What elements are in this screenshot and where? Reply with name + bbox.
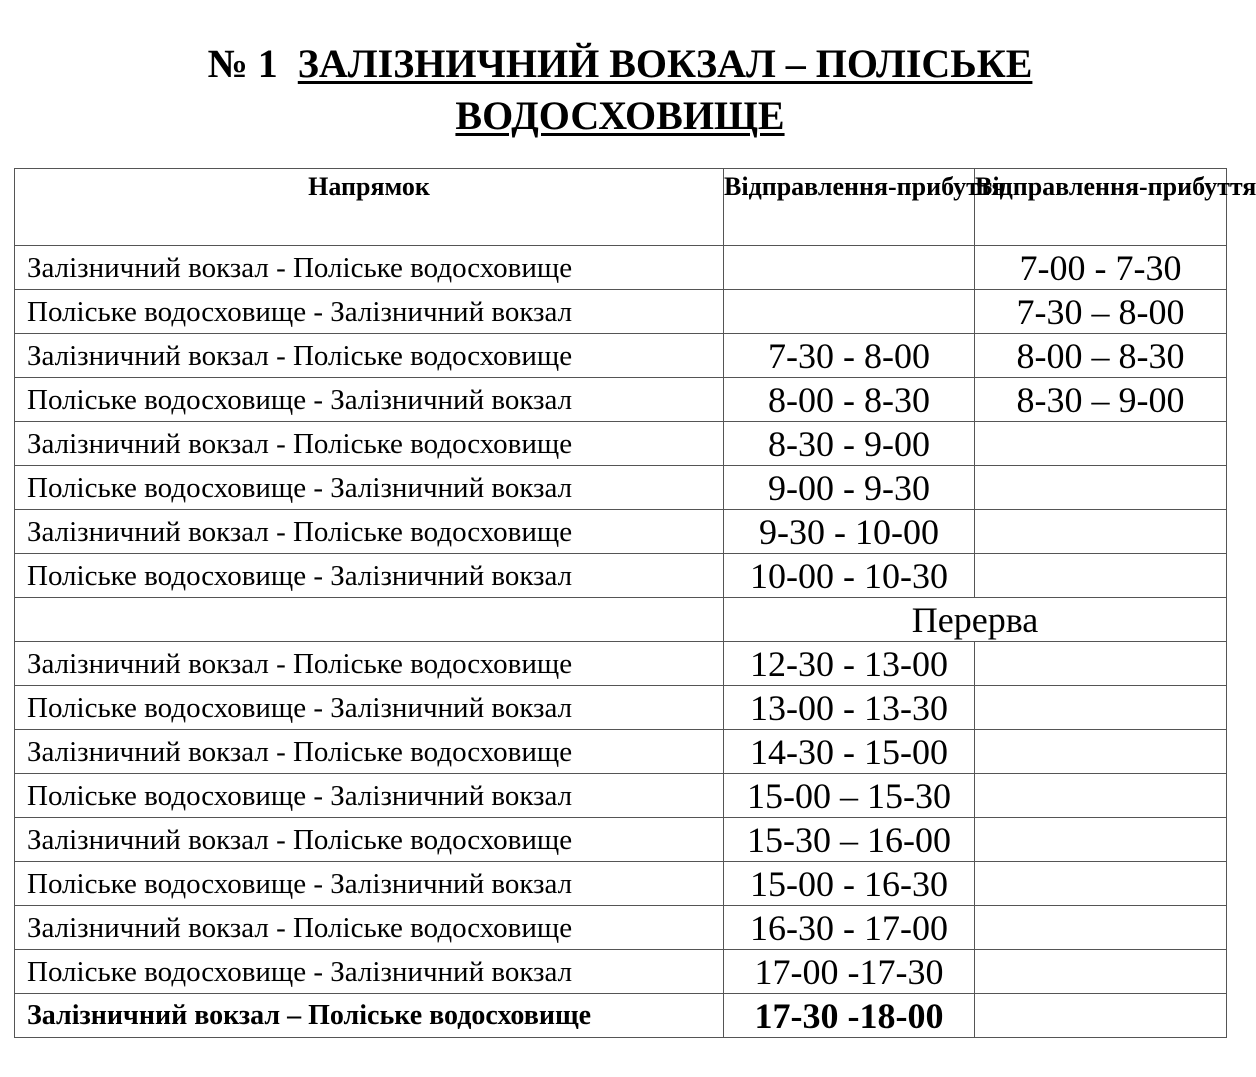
- time-cell: [975, 950, 1227, 994]
- table-header-row: [15, 169, 1227, 246]
- header-departure-arrival-1: Відправлення-прибуття: [724, 169, 975, 246]
- title-line-2: [0, 90, 1240, 142]
- time-cell: 7-30 - 8-00: [724, 334, 975, 378]
- time-cell: [975, 466, 1227, 510]
- table-row: [15, 774, 1227, 818]
- table-row: [15, 378, 1227, 422]
- time-cell: 7-30 – 8-00: [975, 290, 1227, 334]
- time-cell: [975, 906, 1227, 950]
- route-title-part-1: ЗАЛІЗНИЧНИЙ ВОКЗАЛ – ПОЛІСЬКЕ: [297, 41, 1033, 86]
- table-row: [15, 862, 1227, 906]
- direction-cell: Залізничний вокзал – Поліське водосховище: [15, 994, 724, 1038]
- direction-cell: Залізничний вокзал - Поліське водосховище: [15, 818, 724, 862]
- direction-cell: Залізничний вокзал - Поліське водосховище: [15, 246, 724, 290]
- time-cell: [975, 642, 1227, 686]
- time-cell: [975, 554, 1227, 598]
- direction-cell: Поліське водосховище - Залізничний вокзал: [15, 378, 724, 422]
- table-row: [15, 818, 1227, 862]
- time-cell: 9-30 - 10-00: [724, 510, 975, 554]
- table-row: [15, 510, 1227, 554]
- time-cell: [975, 774, 1227, 818]
- table-row: [15, 246, 1227, 290]
- table-row: [15, 730, 1227, 774]
- time-cell: 15-30 – 16-00: [724, 818, 975, 862]
- time-cell: 15-00 - 16-30: [724, 862, 975, 906]
- table-row: [15, 686, 1227, 730]
- time-cell: 17-30 -18-00: [724, 994, 975, 1038]
- time-cell: 14-30 - 15-00: [724, 730, 975, 774]
- table-row: [15, 642, 1227, 686]
- direction-cell: Залізничний вокзал - Поліське водосховище: [15, 642, 724, 686]
- route-number: № 1: [207, 41, 278, 86]
- table-row: [15, 466, 1227, 510]
- direction-cell: Поліське водосховище - Залізничний вокзал: [15, 774, 724, 818]
- schedule-table: [14, 168, 1256, 1038]
- time-cell: [975, 818, 1227, 862]
- time-cell: 17-00 -17-30: [724, 950, 975, 994]
- time-cell: [975, 730, 1227, 774]
- break-row: [15, 598, 1227, 642]
- direction-cell: Поліське водосховище - Залізничний вокзал: [15, 554, 724, 598]
- time-cell: 16-30 - 17-00: [724, 906, 975, 950]
- direction-cell-empty: [15, 598, 724, 642]
- direction-cell: Поліське водосховище - Залізничний вокзал: [15, 290, 724, 334]
- direction-cell: Поліське водосховище - Залізничний вокзал: [15, 950, 724, 994]
- time-cell: 8-00 - 8-30: [724, 378, 975, 422]
- time-cell: 8-30 – 9-00: [975, 378, 1227, 422]
- break-label: Перерва: [724, 598, 1227, 642]
- direction-cell: Поліське водосховище - Залізничний вокзал: [15, 686, 724, 730]
- time-cell: [975, 994, 1227, 1038]
- time-cell: 8-30 - 9-00: [724, 422, 975, 466]
- time-cell: [975, 862, 1227, 906]
- direction-cell: Залізничний вокзал - Поліське водосховище: [15, 906, 724, 950]
- time-cell: [724, 246, 975, 290]
- header-departure-arrival-2: Відправлення-прибуття: [975, 169, 1227, 246]
- direction-cell: Залізничний вокзал - Поліське водосховище: [15, 334, 724, 378]
- time-cell: [975, 422, 1227, 466]
- route-title-part-2: ВОДОСХОВИЩЕ: [455, 93, 785, 138]
- title-line-1: [0, 38, 1240, 90]
- header-direction: Напрямок: [15, 169, 724, 246]
- time-cell: 8-00 – 8-30: [975, 334, 1227, 378]
- table-row: [15, 290, 1227, 334]
- table-row: [15, 334, 1227, 378]
- direction-cell: Поліське водосховище - Залізничний вокзал: [15, 862, 724, 906]
- direction-cell: Залізничний вокзал - Поліське водосховище: [15, 422, 724, 466]
- time-cell: [975, 510, 1227, 554]
- time-cell: 13-00 - 13-30: [724, 686, 975, 730]
- direction-cell: Поліське водосховище - Залізничний вокзал: [15, 466, 724, 510]
- table-row: [15, 906, 1227, 950]
- direction-cell: Залізничний вокзал - Поліське водосховище: [15, 730, 724, 774]
- direction-cell: Залізничний вокзал - Поліське водосховище: [15, 510, 724, 554]
- table-row: [15, 950, 1227, 994]
- time-cell: [975, 686, 1227, 730]
- time-cell: 12-30 - 13-00: [724, 642, 975, 686]
- time-cell: 10-00 - 10-30: [724, 554, 975, 598]
- time-cell: 15-00 – 15-30: [724, 774, 975, 818]
- time-cell: 7-00 - 7-30: [975, 246, 1227, 290]
- table-row: [15, 422, 1227, 466]
- time-cell: 9-00 - 9-30: [724, 466, 975, 510]
- page-title: [0, 38, 1240, 142]
- table-row-last: [15, 994, 1227, 1038]
- table-row: [15, 554, 1227, 598]
- time-cell: [724, 290, 975, 334]
